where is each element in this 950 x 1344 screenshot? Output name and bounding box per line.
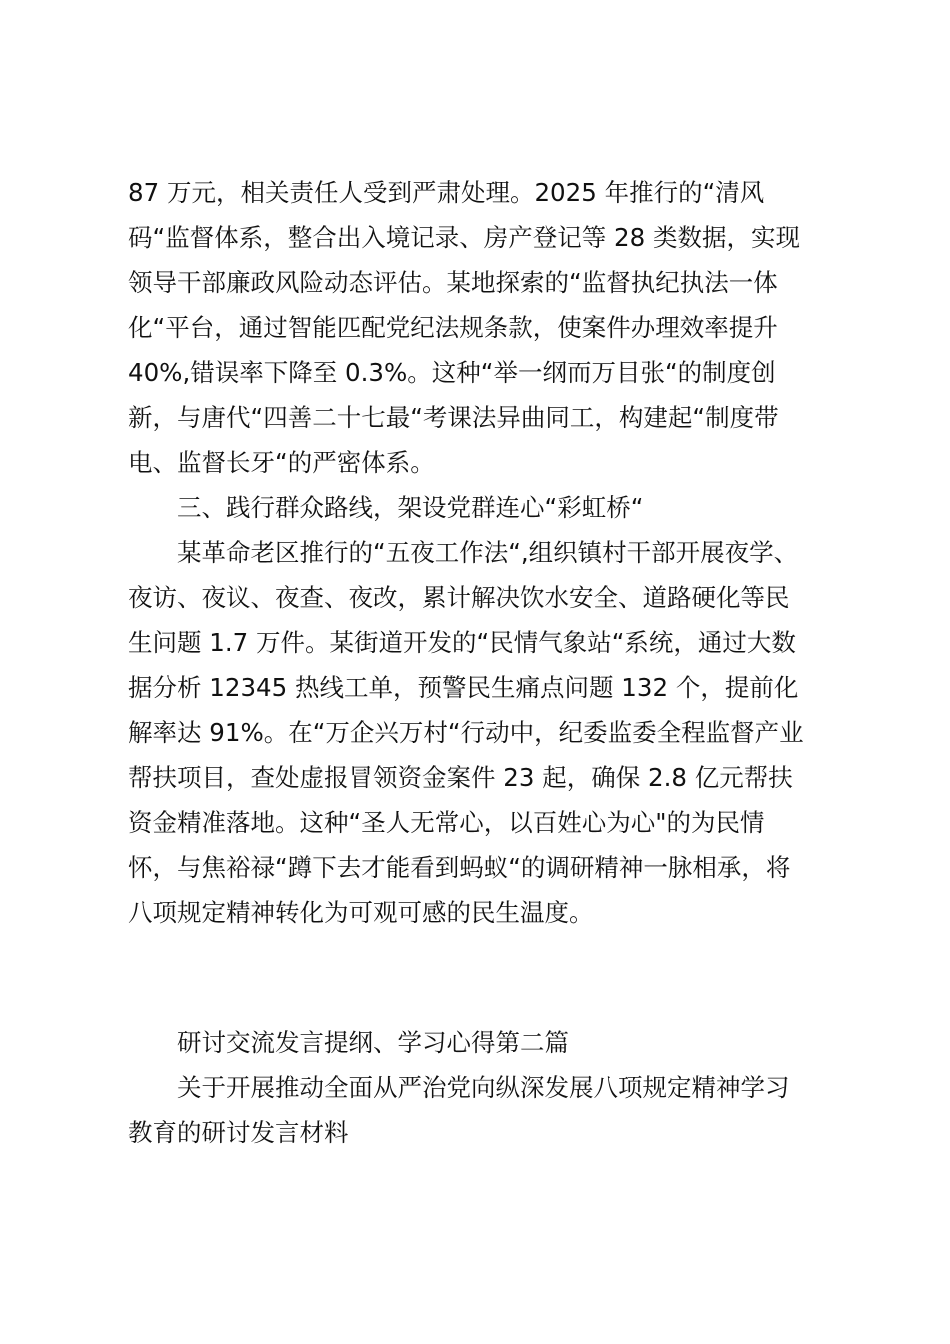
- body-line-13: 解率达 91%。在“万企兴万村“行动中，纪委监委全程监督产业: [128, 718, 804, 747]
- body-line-17: 八项规定精神转化为可观可感的民生温度。: [128, 898, 594, 927]
- body-line-11: 生问题 1.7 万件。某街道开发的“民情气象站“系统，通过大数: [128, 628, 796, 657]
- body-line-16: 怀，与焦裕禄“蹲下去才能看到蚂蚁“的调研精神一脉相承，将: [128, 853, 791, 882]
- section-heading: 三、践行群众路线，架设党群连心“彩虹桥“: [177, 493, 644, 522]
- body-line-15: 资金精准落地。这种“圣人无常心，以百姓心为心"的为民情: [128, 808, 765, 837]
- body-line-6: 新，与唐代“四善二十七最“考课法异曲同工，构建起“制度带: [128, 403, 779, 432]
- body-line-9: 某革命老区推行的“五夜工作法“,组织镇村干部开展夜学、: [177, 538, 799, 567]
- document-title-line-2: 教育的研讨发言材料: [128, 1118, 349, 1147]
- body-line-7: 电、监督长牙“的严密体系。: [128, 448, 435, 477]
- body-line-5: 40%,错误率下降至 0.3%。这种“举一纲而万目张“的制度创: [128, 358, 776, 387]
- body-line-10: 夜访、夜议、夜查、夜改，累计解决饮水安全、道路硬化等民: [128, 583, 790, 612]
- body-line-3: 领导干部廉政风险动态评估。某地探索的“监督执纪执法一体: [128, 268, 778, 297]
- part-title: 研讨交流发言提纲、学习心得第二篇: [177, 1028, 569, 1057]
- body-line-14: 帮扶项目，查处虚报冒领资金案件 23 起，确保 2.8 亿元帮扶: [128, 763, 793, 792]
- body-line-1: 87 万元，相关责任人受到严肃处理。2025 年推行的“清风: [128, 178, 765, 207]
- document-title-line-1: 关于开展推动全面从严治党向纵深发展八项规定精神学习: [177, 1073, 790, 1102]
- body-line-12: 据分析 12345 热线工单，预警民生痛点问题 132 个，提前化: [128, 673, 799, 702]
- body-line-2: 码“监督体系，整合出入境记录、房产登记等 28 类数据，实现: [128, 223, 800, 252]
- body-line-4: 化“平台，通过智能匹配党纪法规条款，使案件办理效率提升: [128, 313, 778, 342]
